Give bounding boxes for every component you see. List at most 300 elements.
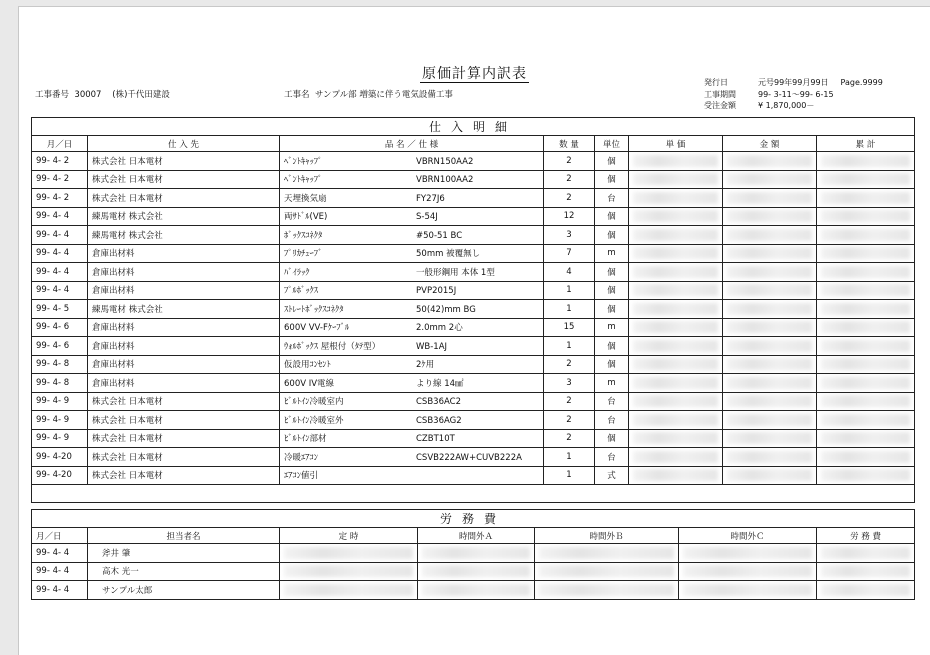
redacted-value: [539, 547, 674, 559]
row-amount: [723, 207, 817, 226]
redacted-value: [727, 173, 812, 185]
row-amount: [723, 226, 817, 245]
labor-ot-a: [418, 581, 535, 600]
row-unit: 個: [595, 152, 629, 171]
redacted-value: [821, 340, 910, 352]
redacted-value: [633, 340, 718, 352]
row-item: [280, 207, 544, 226]
row-price: [629, 189, 723, 208]
row-item: [280, 152, 544, 171]
col-person: 担当者名: [88, 528, 280, 544]
purchase-row: [32, 300, 915, 319]
redacted-value: [727, 451, 812, 463]
row-item: [280, 374, 544, 393]
labor-section-title: 労務費: [32, 510, 915, 528]
row-date: 99- 4- 4: [32, 263, 88, 282]
item-spec: WB-1AJ: [416, 341, 448, 352]
col-ot-b: 時間外Ｂ: [535, 528, 679, 544]
row-date: 99- 4- 8: [32, 374, 88, 393]
redacted-value: [821, 584, 910, 596]
labor-ot-b: [535, 544, 679, 563]
purchase-table: [31, 117, 915, 503]
item-name: ﾋﾞﾙﾄｲﾝ冷暖室外: [284, 415, 344, 426]
item-spec: FY27J6: [416, 193, 445, 204]
row-amount: [723, 355, 817, 374]
purchase-row: [32, 263, 915, 282]
col-qty: 数 量: [544, 136, 595, 152]
row-price: [629, 411, 723, 430]
labor-row: [32, 562, 915, 581]
redacted-value: [821, 414, 910, 426]
purchase-section-title: 仕入明細: [32, 118, 915, 136]
row-amount: [723, 300, 817, 319]
redacted-value: [821, 303, 910, 315]
purchase-spacer: [32, 485, 915, 503]
item-spec: #50-51 BC: [416, 230, 463, 241]
labor-regular: [280, 581, 418, 600]
labor-cost: [817, 562, 915, 581]
redacted-value: [821, 210, 910, 222]
item-spec: より線 14㎟: [416, 378, 464, 389]
col-labor-date: 月／日: [32, 528, 88, 544]
row-qty: 7: [544, 244, 595, 263]
report-meta: 発行日 元号99年99月99日 Page.9999 工事期間 99- 3-11～99- 6-15 受注金額 ¥ 1,870,000－: [704, 78, 883, 110]
row-date: 99- 4- 5: [32, 300, 88, 319]
redacted-value: [633, 414, 718, 426]
item-name: 仮設用ｺﾝｾﾝﾄ: [284, 360, 331, 371]
row-date: 99- 4- 8: [32, 355, 88, 374]
col-ot-c: 時間外Ｃ: [679, 528, 817, 544]
row-price: [629, 263, 723, 282]
purchase-row: [32, 226, 915, 245]
row-item: [280, 411, 544, 430]
row-amount: [723, 429, 817, 448]
row-qty: 1: [544, 300, 595, 319]
redacted-value: [633, 192, 718, 204]
purchase-row: [32, 244, 915, 263]
redacted-value: [284, 547, 413, 559]
labor-row: [32, 544, 915, 563]
row-supplier: 練馬電材 株式会社: [88, 226, 280, 245]
redacted-value: [539, 584, 674, 596]
row-qty: 1: [544, 466, 595, 485]
redacted-value: [633, 155, 718, 167]
redacted-value: [633, 266, 718, 278]
redacted-value: [727, 358, 812, 370]
row-cumulative: [817, 448, 915, 467]
labor-person: 斧井 肇: [88, 544, 280, 563]
row-qty: 3: [544, 226, 595, 245]
purchase-row: [32, 466, 915, 485]
labor-person: 高木 光一: [88, 562, 280, 581]
row-date: 99- 4- 6: [32, 337, 88, 356]
item-spec: PVP2015J: [416, 286, 457, 297]
page-number: Page.9999: [840, 78, 883, 87]
row-amount: [723, 411, 817, 430]
item-spec: 2.0mm 2心: [416, 323, 463, 334]
redacted-value: [633, 377, 718, 389]
item-spec: VBRN150AA2: [416, 156, 474, 167]
row-cumulative: [817, 281, 915, 300]
row-qty: 12: [544, 207, 595, 226]
redacted-value: [539, 565, 674, 577]
row-cumulative: [817, 263, 915, 282]
row-date: 99- 4- 4: [32, 207, 88, 226]
redacted-value: [821, 192, 910, 204]
item-spec: CZBT10T: [416, 434, 455, 445]
row-item: [280, 318, 544, 337]
redacted-value: [821, 247, 910, 259]
redacted-value: [821, 266, 910, 278]
redacted-value: [422, 547, 530, 559]
row-unit: 台: [595, 189, 629, 208]
row-supplier: 株式会社 日本電材: [88, 189, 280, 208]
row-unit: 台: [595, 411, 629, 430]
row-price: [629, 300, 723, 319]
row-date: 99- 4- 4: [32, 281, 88, 300]
redacted-value: [821, 469, 910, 481]
row-date: 99- 4-20: [32, 466, 88, 485]
row-item: [280, 300, 544, 319]
labor-ot-c: [679, 544, 817, 563]
row-unit: m: [595, 374, 629, 393]
redacted-value: [422, 584, 530, 596]
purchase-row: [32, 392, 915, 411]
row-qty: 1: [544, 281, 595, 300]
row-cumulative: [817, 429, 915, 448]
item-spec: CSB36AC2: [416, 397, 461, 408]
row-cumulative: [817, 392, 915, 411]
redacted-value: [821, 155, 910, 167]
redacted-value: [821, 358, 910, 370]
row-supplier: 倉庫出材料: [88, 337, 280, 356]
row-amount: [723, 244, 817, 263]
row-date: 99- 4- 4: [32, 226, 88, 245]
item-spec: CSB36AG2: [416, 415, 462, 426]
redacted-value: [633, 210, 718, 222]
row-supplier: 倉庫出材料: [88, 244, 280, 263]
redacted-value: [727, 247, 812, 259]
col-amount: 金 額: [723, 136, 817, 152]
row-cumulative: [817, 170, 915, 189]
row-amount: [723, 448, 817, 467]
row-price: [629, 207, 723, 226]
labor-person: サンプル太郎: [88, 581, 280, 600]
redacted-value: [633, 358, 718, 370]
row-unit: 個: [595, 429, 629, 448]
row-qty: 2: [544, 355, 595, 374]
row-unit: 個: [595, 300, 629, 319]
item-name: 冷暖ｴｱｺﾝ: [284, 452, 319, 463]
row-amount: [723, 374, 817, 393]
row-price: [629, 244, 723, 263]
row-unit: 台: [595, 392, 629, 411]
item-name: ｴｱｺﾝ値引: [284, 471, 319, 482]
purchase-row: [32, 318, 915, 337]
redacted-value: [284, 584, 413, 596]
purchase-row: [32, 374, 915, 393]
row-qty: 4: [544, 263, 595, 282]
row-cumulative: [817, 244, 915, 263]
row-cumulative: [817, 189, 915, 208]
row-amount: [723, 263, 817, 282]
item-name: 両ｻﾄﾞﾙ(VE): [284, 212, 328, 223]
project-name: 工事名 サンプル部 増築に伴う電気設備工事: [284, 90, 453, 100]
redacted-value: [422, 565, 530, 577]
redacted-value: [727, 340, 812, 352]
item-name: ﾍﾞﾝﾄｷｬｯﾌﾟ: [284, 156, 323, 167]
labor-table: [31, 509, 915, 600]
redacted-value: [633, 432, 718, 444]
row-cumulative: [817, 318, 915, 337]
item-spec: CSVB222AW+CUVB222A: [416, 452, 522, 463]
row-qty: 2: [544, 152, 595, 171]
row-item: [280, 337, 544, 356]
row-price: [629, 281, 723, 300]
labor-regular: [280, 562, 418, 581]
redacted-value: [821, 377, 910, 389]
labor-date: 99- 4- 4: [32, 544, 88, 563]
item-name: ｽﾄﾚｰﾄﾎﾞｯｸｽｺﾈｸﾀ: [284, 304, 344, 315]
redacted-value: [727, 284, 812, 296]
redacted-value: [727, 321, 812, 333]
row-supplier: 練馬電材 株式会社: [88, 300, 280, 319]
row-supplier: 倉庫出材料: [88, 263, 280, 282]
redacted-value: [633, 173, 718, 185]
redacted-value: [821, 321, 910, 333]
row-price: [629, 170, 723, 189]
row-item: [280, 466, 544, 485]
redacted-value: [727, 229, 812, 241]
row-unit: 個: [595, 263, 629, 282]
row-price: [629, 152, 723, 171]
labor-cost: [817, 581, 915, 600]
col-unit: 単位: [595, 136, 629, 152]
row-supplier: 株式会社 日本電材: [88, 448, 280, 467]
labor-header-row: [32, 528, 915, 544]
redacted-value: [821, 432, 910, 444]
row-unit: 個: [595, 226, 629, 245]
row-unit: 個: [595, 170, 629, 189]
purchase-row: [32, 207, 915, 226]
col-date: 月／日: [32, 136, 88, 152]
row-supplier: 株式会社 日本電材: [88, 392, 280, 411]
row-supplier: 株式会社 日本電材: [88, 429, 280, 448]
row-cumulative: [817, 466, 915, 485]
redacted-value: [727, 395, 812, 407]
project-number: 工事番号 30007 (株)千代田建設: [35, 90, 170, 100]
redacted-value: [727, 377, 812, 389]
item-name: ﾌﾟﾘｶﾁｭｰﾌﾞ: [284, 249, 323, 260]
redacted-value: [727, 303, 812, 315]
redacted-value: [727, 210, 812, 222]
item-name: ﾋﾞﾙﾄｲﾝ冷暖室内: [284, 397, 344, 408]
labor-ot-a: [418, 544, 535, 563]
col-ot-a: 時間外Ａ: [418, 528, 535, 544]
col-price: 単 価: [629, 136, 723, 152]
row-unit: 個: [595, 281, 629, 300]
redacted-value: [633, 303, 718, 315]
labor-ot-a: [418, 562, 535, 581]
row-cumulative: [817, 226, 915, 245]
labor-date: 99- 4- 4: [32, 581, 88, 600]
row-price: [629, 466, 723, 485]
redacted-value: [683, 547, 812, 559]
redacted-value: [633, 321, 718, 333]
row-item: [280, 226, 544, 245]
redacted-value: [633, 451, 718, 463]
row-date: 99- 4- 4: [32, 244, 88, 263]
row-unit: 個: [595, 207, 629, 226]
purchase-header-row: [32, 136, 915, 152]
row-amount: [723, 281, 817, 300]
item-name: ﾋﾞﾙﾄｲﾝ部材: [284, 434, 327, 445]
row-qty: 1: [544, 448, 595, 467]
row-amount: [723, 466, 817, 485]
redacted-value: [821, 547, 910, 559]
row-qty: 2: [544, 429, 595, 448]
redacted-value: [821, 284, 910, 296]
row-date: 99- 4-20: [32, 448, 88, 467]
purchase-row: [32, 152, 915, 171]
redacted-value: [821, 229, 910, 241]
row-date: 99- 4- 2: [32, 170, 88, 189]
row-supplier: 倉庫出材料: [88, 374, 280, 393]
labor-date: 99- 4- 4: [32, 562, 88, 581]
col-cumulative: 累 計: [817, 136, 915, 152]
purchase-row: [32, 281, 915, 300]
row-qty: 1: [544, 337, 595, 356]
redacted-value: [633, 229, 718, 241]
row-cumulative: [817, 411, 915, 430]
row-cumulative: [817, 337, 915, 356]
purchase-row: [32, 429, 915, 448]
purchase-row: [32, 337, 915, 356]
row-unit: 個: [595, 355, 629, 374]
purchase-row: [32, 448, 915, 467]
item-spec: 2ｹ用: [416, 360, 435, 371]
redacted-value: [727, 432, 812, 444]
row-unit: m: [595, 318, 629, 337]
row-date: 99- 4- 9: [32, 429, 88, 448]
row-price: [629, 318, 723, 337]
redacted-value: [821, 451, 910, 463]
row-date: 99- 4- 6: [32, 318, 88, 337]
row-item: [280, 244, 544, 263]
row-cumulative: [817, 374, 915, 393]
redacted-value: [727, 266, 812, 278]
row-item: [280, 189, 544, 208]
col-item: 品 名 ／ 仕 様: [280, 136, 544, 152]
item-spec: VBRN100AA2: [416, 175, 474, 186]
row-item: [280, 355, 544, 374]
row-qty: 2: [544, 189, 595, 208]
redacted-value: [727, 469, 812, 481]
labor-cost: [817, 544, 915, 563]
row-date: 99- 4- 9: [32, 392, 88, 411]
redacted-value: [284, 565, 413, 577]
row-item: [280, 281, 544, 300]
redacted-value: [821, 395, 910, 407]
row-item: [280, 429, 544, 448]
row-unit: 個: [595, 337, 629, 356]
row-unit: 台: [595, 448, 629, 467]
row-cumulative: [817, 207, 915, 226]
redacted-value: [683, 584, 812, 596]
redacted-value: [821, 173, 910, 185]
row-qty: 2: [544, 411, 595, 430]
row-price: [629, 226, 723, 245]
row-price: [629, 448, 723, 467]
row-unit: m: [595, 244, 629, 263]
item-name: ﾎﾞｯｸｽｺﾈｸﾀ: [284, 230, 323, 241]
labor-regular: [280, 544, 418, 563]
item-name: ﾌﾟﾙﾎﾞｯｸｽ: [284, 286, 319, 297]
item-spec: S-54J: [416, 212, 438, 223]
redacted-value: [633, 247, 718, 259]
row-cumulative: [817, 355, 915, 374]
row-qty: 15: [544, 318, 595, 337]
item-spec: 一般形鋼用 本体 1型: [416, 267, 495, 278]
row-item: [280, 448, 544, 467]
row-date: 99- 4- 2: [32, 152, 88, 171]
row-cumulative: [817, 152, 915, 171]
redacted-value: [727, 414, 812, 426]
labor-ot-c: [679, 562, 817, 581]
purchase-row: [32, 411, 915, 430]
row-amount: [723, 318, 817, 337]
row-price: [629, 429, 723, 448]
col-supplier: 仕 入 先: [88, 136, 280, 152]
row-cumulative: [817, 300, 915, 319]
row-qty: 3: [544, 374, 595, 393]
row-item: [280, 392, 544, 411]
report-title: 原価計算内訳表: [422, 66, 527, 82]
row-amount: [723, 152, 817, 171]
redacted-value: [683, 565, 812, 577]
labor-ot-b: [535, 581, 679, 600]
row-amount: [723, 189, 817, 208]
row-amount: [723, 392, 817, 411]
row-qty: 2: [544, 170, 595, 189]
purchase-row: [32, 170, 915, 189]
redacted-value: [633, 395, 718, 407]
row-supplier: 株式会社 日本電材: [88, 411, 280, 430]
redacted-value: [821, 565, 910, 577]
labor-ot-c: [679, 581, 817, 600]
purchase-row: [32, 355, 915, 374]
labor-ot-b: [535, 562, 679, 581]
row-qty: 2: [544, 392, 595, 411]
redacted-value: [633, 284, 718, 296]
item-name: 600V VV-Fｹｰﾌﾞﾙ: [284, 323, 350, 334]
item-spec: 50(42)mm BG: [416, 304, 476, 315]
row-supplier: 倉庫出材料: [88, 355, 280, 374]
row-supplier: 株式会社 日本電材: [88, 170, 280, 189]
redacted-value: [633, 469, 718, 481]
row-date: 99- 4- 9: [32, 411, 88, 430]
row-price: [629, 337, 723, 356]
row-supplier: 倉庫出材料: [88, 281, 280, 300]
row-price: [629, 355, 723, 374]
row-item: [280, 170, 544, 189]
redacted-value: [727, 192, 812, 204]
report-page: [18, 6, 930, 655]
item-name: 600V IV電線: [284, 378, 335, 389]
item-name: ｳｫﾙﾎﾞｯｸｽ 屋根付（ﾀﾃ型）: [284, 341, 381, 352]
item-spec: 50mm 被覆無し: [416, 249, 481, 260]
col-labor-cost: 労 務 費: [817, 528, 915, 544]
